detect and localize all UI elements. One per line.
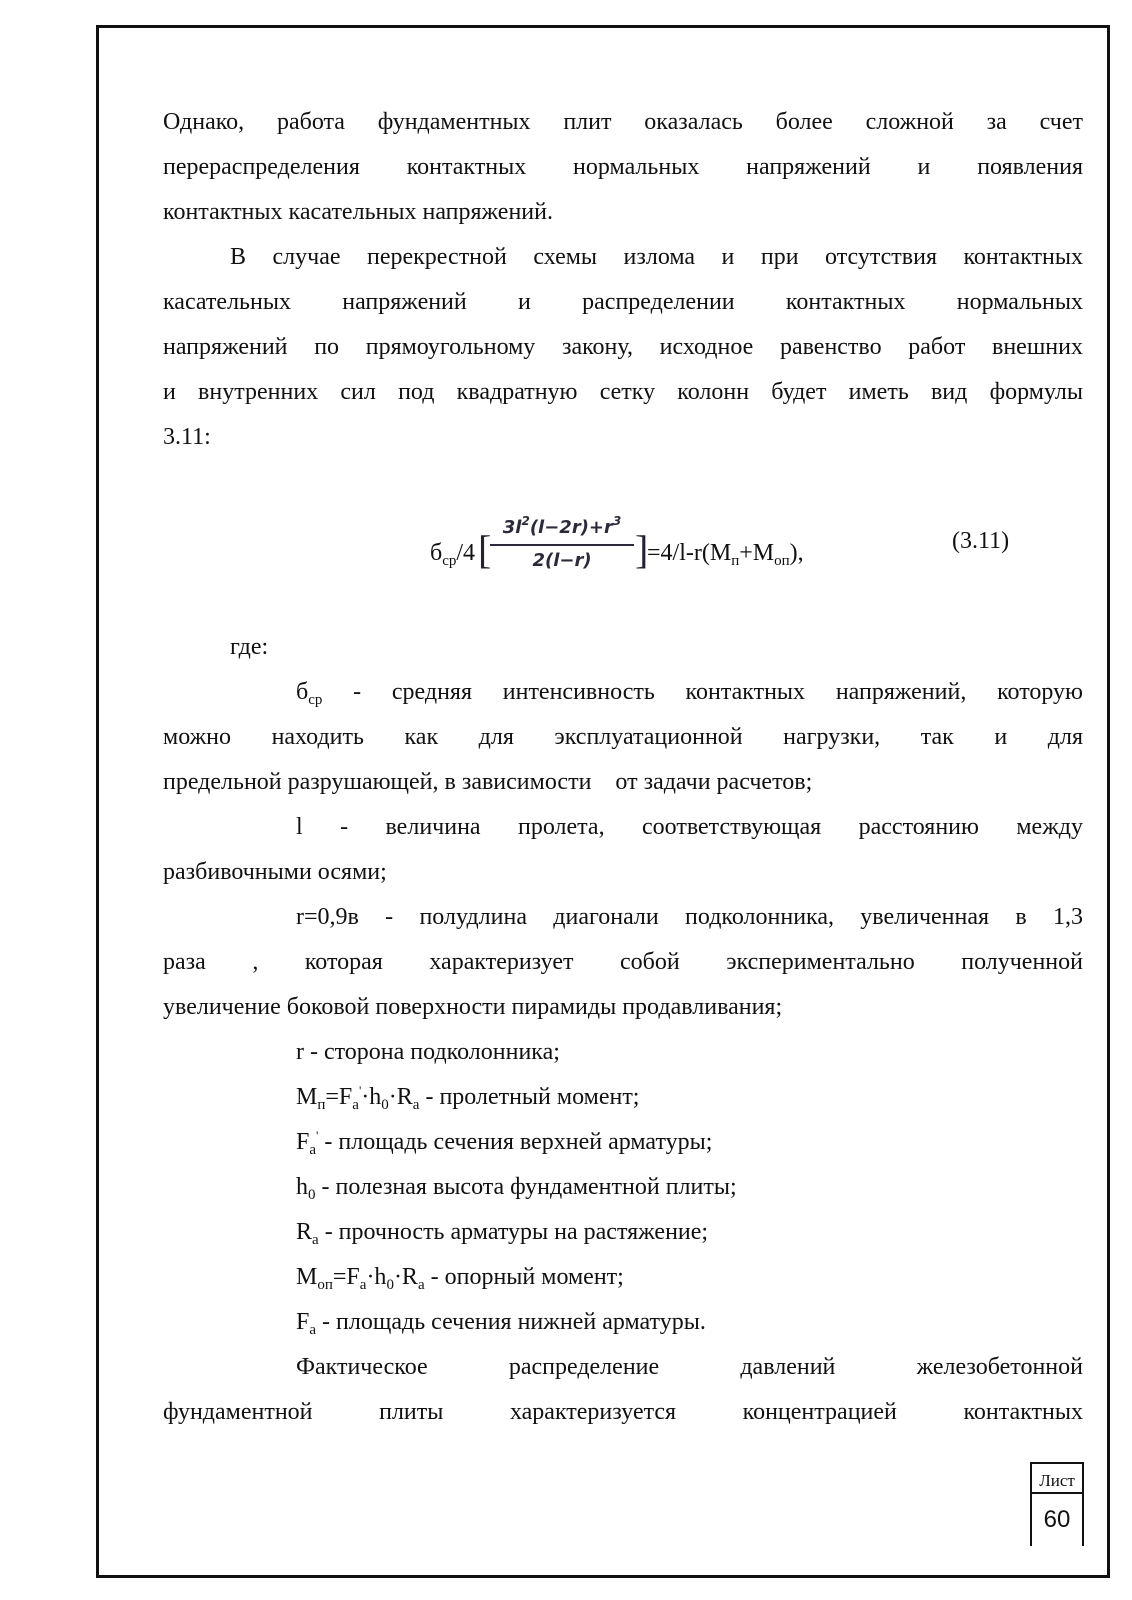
text-line: предельной разрушающей, в зависимости от задачи расчетов; xyxy=(163,769,813,795)
formula-rhs: $=4/l-r(M_п+M_{оп})$, xyxy=(647,540,804,569)
def-fa-bottom: $F_a$ - площадь сечения нижней арматуры. xyxy=(296,1309,706,1338)
formula-numerator: $3l^2(l-2r)+r^3$ xyxy=(490,512,634,546)
def-sigma: $б_{ср}$ - средняя интенсивность контактных напряжений, которую xyxy=(296,679,1083,708)
text-line: увеличение боковой поверхности пирамиды продавливания; xyxy=(163,994,783,1020)
def-mop: $M_{оп}=F_a\cdot h_0\cdot R_a$ - опорный момент; xyxy=(296,1264,624,1293)
text-line: напряжений по прямоугольному закону, исходное равенство работ внешних xyxy=(163,334,1083,360)
text-line: разбивочными осями; xyxy=(163,859,387,885)
formula-bracket-open: [ xyxy=(478,527,492,572)
def-fa-top: $F_a'$ - площадь сечения верхней арматуры; xyxy=(296,1128,713,1158)
formula-lhs: $б_{ср}/4$ xyxy=(430,540,476,569)
text-line: контактных касательных напряжений. xyxy=(163,199,553,225)
sheet-label: Лист xyxy=(1032,1464,1082,1494)
formula-denominator: 2(l−r) xyxy=(532,550,592,571)
where-label: где: xyxy=(230,634,269,660)
formula-fraction xyxy=(490,512,634,576)
text-line: Фактическое распределение давлений железобетонной xyxy=(296,1354,1083,1380)
text-line: Однако, работа фундаментных плит оказалась более сложной за счет xyxy=(163,109,1083,135)
page-number-stamp xyxy=(1030,1462,1084,1546)
def-l: l - величина пролета, соответствующая расстоянию между xyxy=(296,814,1083,840)
text-line: 3.11: xyxy=(163,424,211,450)
equation-number: (3.11) xyxy=(952,528,1010,554)
def-r: r - сторона подколонника; xyxy=(296,1039,560,1065)
text-line: В случае перекрестной схемы излома и при отсутствия контактных xyxy=(230,244,1083,270)
formula-bracket-close: ] xyxy=(635,527,649,572)
def-r09: r=0,9в - полудлина диагонали подколонника, увеличенная в 1,3 xyxy=(296,904,1083,930)
def-mn: $M_п=F_a'\cdot h_0\cdot R_a$ - пролетный момент; xyxy=(296,1083,640,1113)
text-line: раза , которая характеризует собой экспериментально полученной xyxy=(163,949,1083,975)
text-line: касательных напряжений и распределении контактных нормальных xyxy=(163,289,1083,315)
text-line: перераспределения контактных нормальных напряжений и появления xyxy=(163,154,1083,180)
def-h0: $h_0$ - полезная высота фундаментной плиты; xyxy=(296,1174,737,1203)
text-line: фундаментной плиты характеризуется концентрацией контактных xyxy=(163,1399,1083,1425)
def-ra: $R_a$ - прочность арматуры на растяжение; xyxy=(296,1219,709,1248)
page-number: 60 xyxy=(1043,1506,1071,1533)
text-line: можно находить как для эксплуатационной нагрузки, так и для xyxy=(163,724,1083,750)
text-line: и внутренних сил под квадратную сетку колонн будет иметь вид формулы xyxy=(163,379,1083,405)
